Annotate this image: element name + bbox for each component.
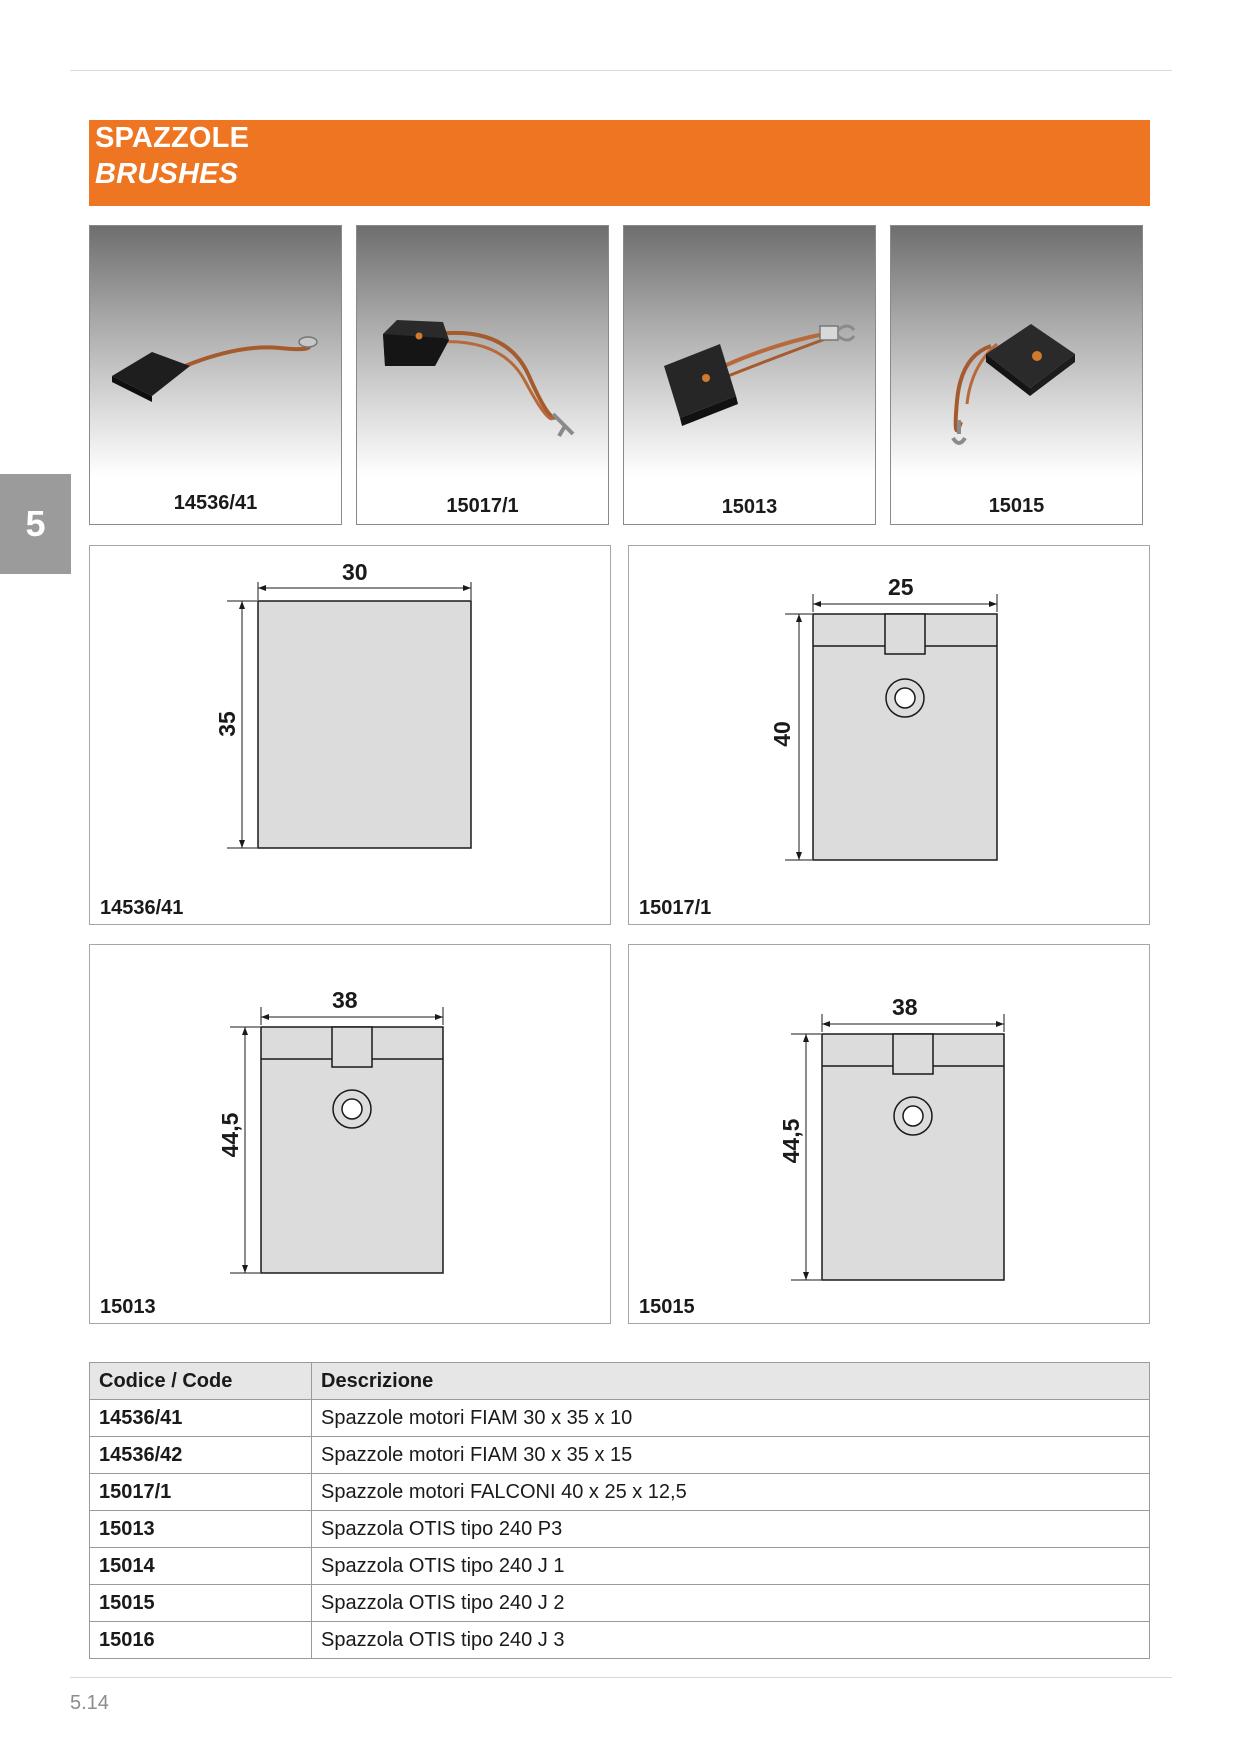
section-subtitle: BRUSHES [95,158,239,190]
cell-description: Spazzola OTIS tipo 240 J 2 [312,1585,1150,1622]
dimension-height: 35 [214,711,240,737]
header-description: Descrizione [312,1363,1150,1400]
table-row [90,1400,1150,1437]
product-photo-3[interactable] [623,225,876,525]
table-row [90,1437,1150,1474]
section-tab[interactable]: 5 [0,474,71,574]
brush-drawing [90,945,612,1325]
brush-image [624,226,876,525]
drawing-code: 15013 [100,1296,156,1318]
section-banner [89,120,1150,206]
product-photo-4[interactable] [890,225,1143,525]
top-rule [70,70,1172,71]
dimension-height: 44,5 [778,1118,804,1164]
cell-code: 15017/1 [90,1474,312,1511]
header-code: Codice / Code [90,1363,312,1400]
product-photo-1[interactable] [89,225,342,525]
drawing-code: 15017/1 [639,897,712,919]
cell-code: 15014 [90,1548,312,1585]
photo-caption: 15017/1 [446,495,519,517]
cell-description: Spazzola OTIS tipo 240 P3 [312,1511,1150,1548]
brush-drawing [629,945,1151,1325]
cell-code: 14536/41 [90,1400,312,1437]
brush-image [891,226,1143,525]
table-row [90,1511,1150,1548]
table-row [90,1622,1150,1659]
dimension-width: 30 [342,559,368,585]
brush-image [90,226,342,525]
table-row [90,1585,1150,1622]
brush-image [357,226,609,525]
drawing-code: 14536/41 [100,897,184,919]
brush-drawing [90,546,612,926]
cell-code: 15013 [90,1511,312,1548]
cell-description: Spazzola OTIS tipo 240 J 1 [312,1548,1150,1585]
drawing-code: 15015 [639,1296,695,1318]
table-row [90,1474,1150,1511]
code-table [89,1362,1150,1659]
drawing-14536-41 [89,545,611,925]
drawing-15017-1 [628,545,1150,925]
cell-description: Spazzole motori FIAM 30 x 35 x 15 [312,1437,1150,1474]
section-title: SPAZZOLE [95,122,250,154]
cell-description: Spazzole motori FALCONI 40 x 25 x 12,5 [312,1474,1150,1511]
bottom-rule [70,1677,1172,1678]
page-number: 5.14 [70,1692,109,1714]
cell-code: 15016 [90,1622,312,1659]
cell-code: 15015 [90,1585,312,1622]
photo-caption: 15015 [988,495,1045,517]
drawing-15013 [89,944,611,1324]
cell-description: Spazzola OTIS tipo 240 J 3 [312,1622,1150,1659]
product-photo-2[interactable] [356,225,609,525]
dimension-width: 38 [892,994,918,1020]
dimension-width: 25 [888,574,914,600]
dimension-height: 44,5 [217,1112,243,1158]
table-row [90,1548,1150,1585]
photo-caption: 14536/41 [173,492,258,514]
drawing-15015 [628,944,1150,1324]
photo-caption: 15013 [721,496,778,518]
cell-code: 14536/42 [90,1437,312,1474]
brush-drawing [629,546,1151,926]
cell-description: Spazzole motori FIAM 30 x 35 x 10 [312,1400,1150,1437]
dimension-width: 38 [332,987,358,1013]
dimension-height: 40 [769,721,795,747]
table-header-row [90,1363,1150,1400]
